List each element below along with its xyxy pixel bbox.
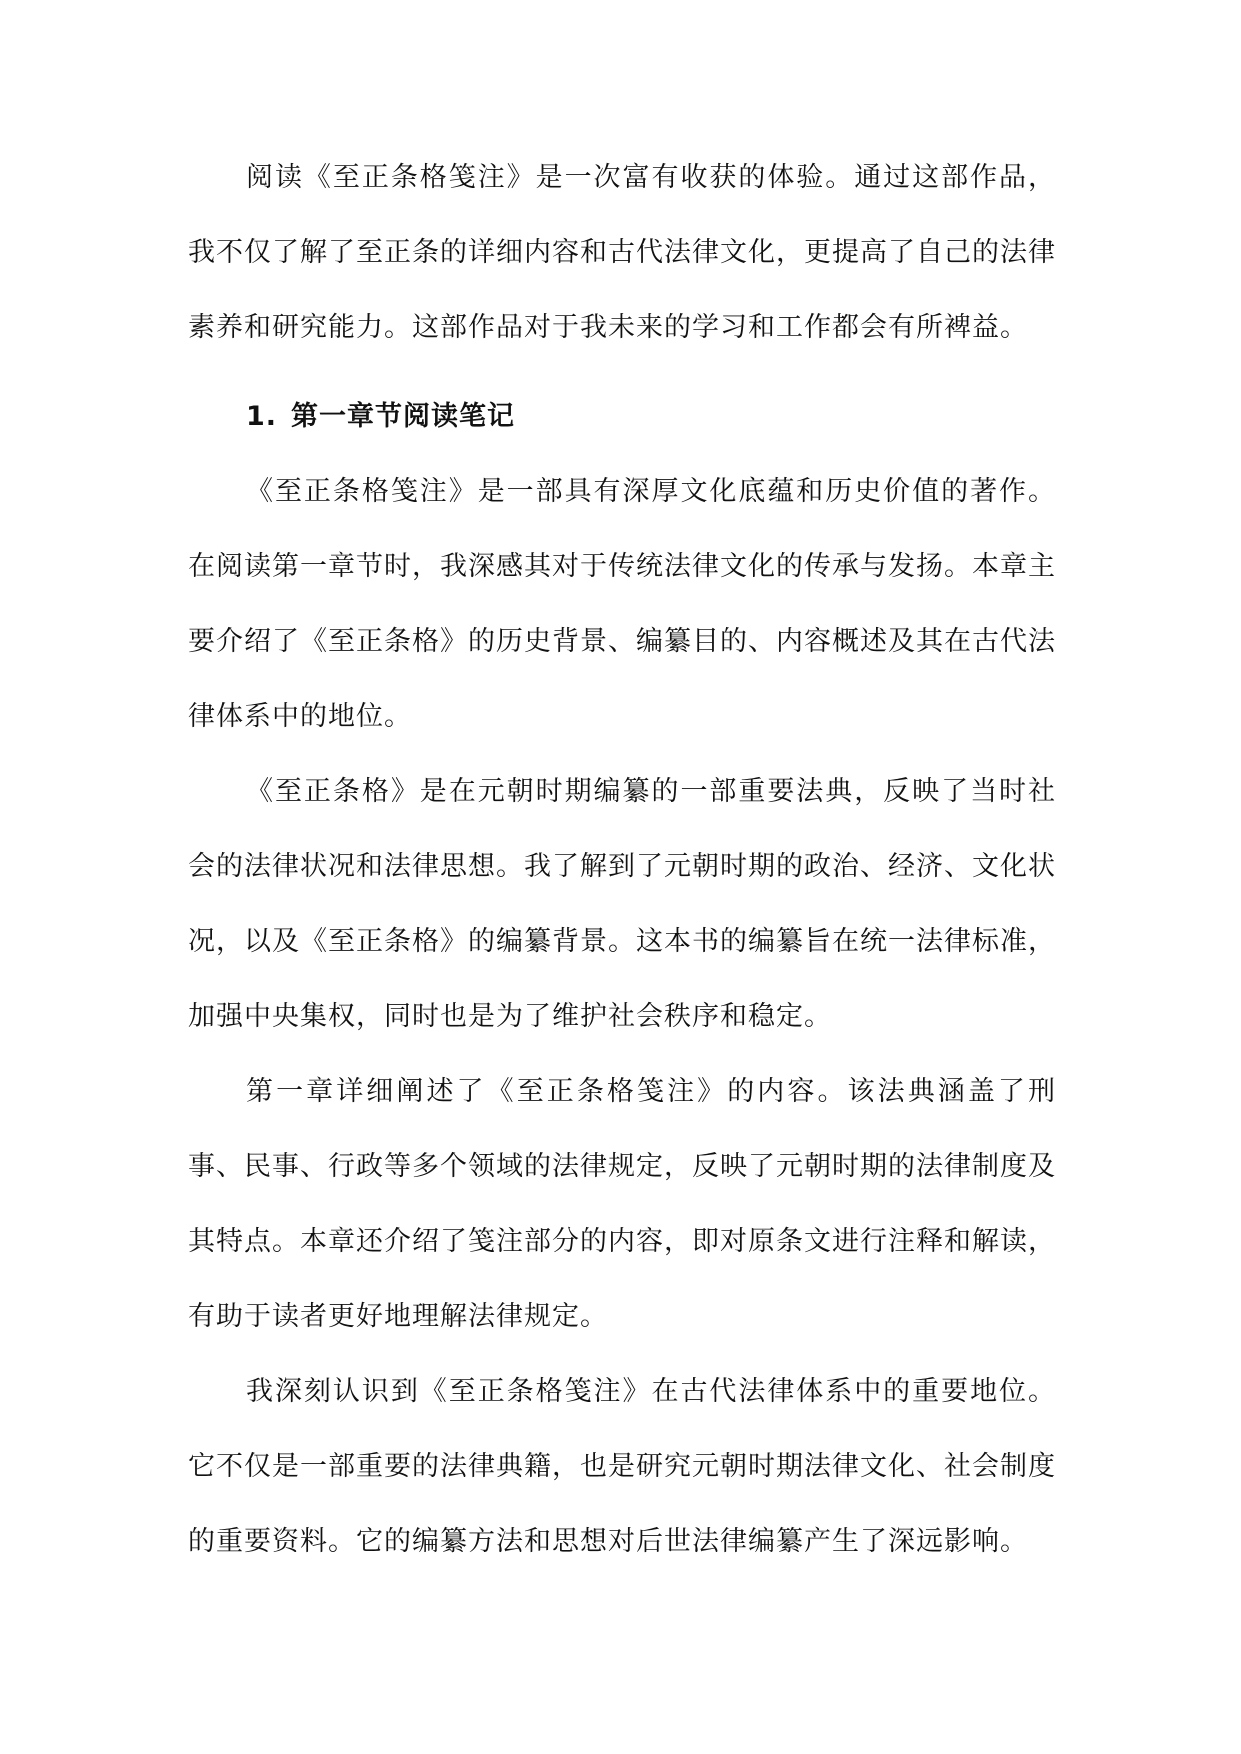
section-title: 第一章节阅读笔记 [291, 401, 516, 432]
body-paragraph-1: 《至正条格笺注》是一部具有深厚文化底蕴和历史价值的著作。在阅读第一章节时，我深感其对于传统法律文化的传承与发扬。本章主要介绍了《至正条格》的历史背景、编纂目的、内容概述及其在古代法律体系中的地位。 [188, 476, 1056, 732]
body-paragraph-4: 我深刻认识到《至正条格笺注》在古代法律体系中的重要地位。它不仅是一部重要的法律典籍，也是研究元朝时期法律文化、社会制度的重要资料。它的编纂方法和思想对后世法律编纂产生了深远影响。 [188, 1376, 1056, 1557]
intro-paragraph: 阅读《至正条格笺注》是一次富有收获的体验。通过这部作品，我不仅了解了至正条的详细内容和古代法律文化，更提高了自己的法律素养和研究能力。这部作品对于我未来的学习和工作都会有所裨益。 [188, 162, 1056, 343]
body-paragraph-2: 《至正条格》是在元朝时期编纂的一部重要法典，反映了当时社会的法律状况和法律思想。我了解到了元朝时期的政治、经济、文化状况，以及《至正条格》的编纂背景。这本书的编纂旨在统一法律标准，加强中央集权，同时也是为了维护社会秩序和稳定。 [188, 776, 1056, 1032]
section-number: 1. [246, 401, 278, 432]
body-paragraph-3: 第一章详细阐述了《至正条格笺注》的内容。该法典涵盖了刑事、民事、行政等多个领域的法律规定，反映了元朝时期的法律制度及其特点。本章还介绍了笺注部分的内容，即对原条文进行注释和解读，有助于读者更好地理解法律规定。 [188, 1076, 1056, 1332]
document-body [188, 140, 1056, 1579]
section-heading [188, 379, 1056, 454]
